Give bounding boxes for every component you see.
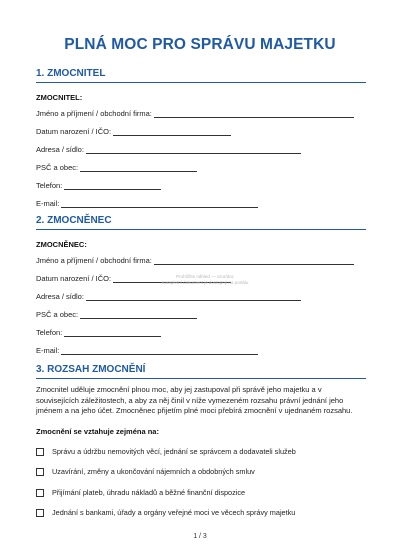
scope-item [36,508,295,517]
field-postcode-city [36,163,197,172]
party-label-zmocnenec: ZMOCNĚNEC: [36,240,87,249]
party-label-zmocnitel: ZMOCNITEL: [36,93,83,102]
section-divider [36,378,366,379]
fill-in-line [64,181,161,190]
scope-item-label: Uzavírání, změny a ukončování nájemních a obdobných smluv [52,467,255,476]
field-phone [36,328,161,337]
field-label: Datum narození / IČO: [36,274,112,283]
field-name [36,109,354,118]
section-heading-zmocnenec: 2. ZMOCNĚNEC [36,215,112,226]
fill-in-line [80,163,197,172]
page-number: 1 / 3 [193,533,207,540]
field-label: Adresa / sídlo: [36,292,84,301]
fill-in-line [154,109,354,118]
field-email [36,346,258,355]
field-birthdate-ico [36,127,231,136]
field-label: PSČ a obec: [36,163,79,172]
paragraph-line: jménem a na jeho účet. Zmocněnec přijetím plné moci přebírá zmocnění v ujednaném rozsahu. [36,406,353,415]
fill-in-line [154,256,354,265]
field-label: Adresa / sídlo: [36,145,84,154]
fill-in-line [113,127,231,136]
field-address [36,145,301,154]
scope-item-label: Přijímání plateb, úhradu nákladů a běžné finanční dispozice [52,488,246,497]
field-label: E-mail: [36,199,60,208]
field-label: Jméno a příjmení / obchodní firma: [36,109,152,118]
field-label: Jméno a příjmení / obchodní firma: [36,256,152,265]
fill-in-line [61,346,258,355]
field-label: E-mail: [36,346,60,355]
scope-item [36,488,245,497]
field-postcode-city [36,310,197,319]
checkbox[interactable] [36,489,44,497]
field-name [36,256,354,265]
section-heading-rozsah: 3. ROZSAH ZMOCNĚNÍ [36,364,146,375]
field-label: Telefon: [36,328,63,337]
watermark-line: Kompletní dokument je dostupný na portálu [161,280,249,285]
field-label: Telefon: [36,181,63,190]
fill-in-line [80,310,197,319]
field-label: PSČ a obec: [36,310,79,319]
field-phone [36,181,161,190]
fill-in-line [61,199,258,208]
checkbox[interactable] [36,509,44,517]
scope-list-label: Zmocnění se vztahuje zejména na: [36,427,159,436]
scope-item-label: Správu a údržbu nemovitých věcí, jednání se správcem a dodavateli služeb [52,447,296,456]
scope-paragraph [36,385,366,417]
scope-item [36,447,296,456]
checkbox[interactable] [36,448,44,456]
field-email [36,199,258,208]
fill-in-line [64,328,161,337]
section-heading-zmocnitel: 1. ZMOCNITEL [36,68,106,79]
section-divider [36,229,366,230]
field-label: Datum narození / IČO: [36,127,112,136]
paragraph-line: Zmocnitel uděluje zmocnění plnou moc, aby jej zastupoval při správě jeho majetku a v [36,385,322,394]
checkbox[interactable] [36,468,44,476]
fill-in-line [86,145,301,154]
scope-item-label: Jednání s bankami, úřady a orgány veřejné moci ve věcech správy majetku [52,508,296,517]
paragraph-line: souvisejících záležitostech, a aby za něj činil v níže vymezeném rozsahu právní jednání jeho [36,395,344,405]
section-divider [36,82,366,83]
watermark-line: Prohlížíte náhled — vzor/doc [176,274,234,279]
document-title: PLNÁ MOC PRO SPRÁVU MAJETKU [64,36,336,53]
watermark [130,274,280,286]
field-address [36,292,301,301]
scope-item [36,467,255,476]
fill-in-line [86,292,301,301]
